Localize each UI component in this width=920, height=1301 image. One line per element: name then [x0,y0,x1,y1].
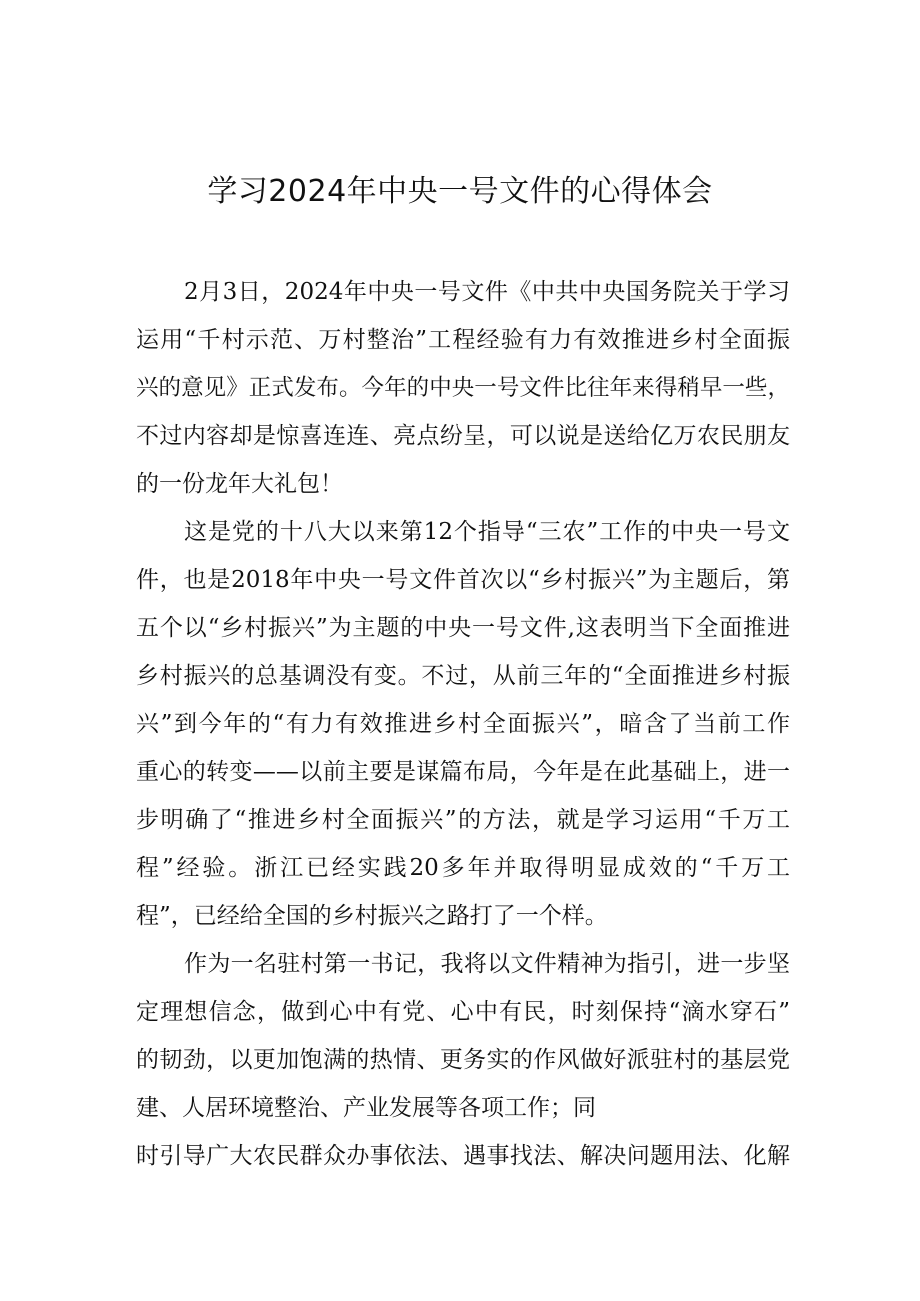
paragraph-line: 时引导广大农民群众办事依法、遇事找法、解决问题用法、化解 [136,1143,790,1169]
paragraph-line: 不过内容却是惊喜连连、亮点纷呈，可以说是送给亿万农民朋友 [136,423,790,449]
paragraph-line: 定理想信念，做到心中有党、心中有民，时刻保持“滴水穿石” [136,999,790,1025]
paragraph-line: 乡村振兴的总基调没有变。不过，从前三年的“全面推进乡村振 [136,663,790,689]
paragraph-line: 兴”到今年的“有力有效推进乡村全面振兴”，暗含了当前工作 [136,711,790,737]
paragraph-line: 重心的转变——以前主要是谋篇布局，今年是在此基础上，进一 [136,759,790,785]
paragraph-line: 的一份龙年大礼包！ [136,471,343,497]
paragraph-line: 程”经验。浙江已经实践20多年并取得明显成效的“千万工 [136,855,790,881]
paragraph-line: 五个以“乡村振兴”为主题的中央一号文件,这表明当下全面推进 [136,615,790,641]
document-title: 学习2024年中央一号文件的心得体会 [207,174,713,209]
paragraph-line: 运用“千村示范、万村整治”工程经验有力有效推进乡村全面振 [136,327,790,353]
paragraph-line: 这是党的十八大以来第12个指导“三农”工作的中央一号文 [184,519,790,545]
paragraph-line: 的韧劲，以更加饱满的热情、更务实的作风做好派驻村的基层党 [136,1047,790,1073]
paragraph-line: 兴的意见》正式发布。今年的中央一号文件比往年来得稍早一些， [136,375,790,401]
paragraph-line: 程”，已经给全国的乡村振兴之路打了一个样。 [136,903,608,929]
paragraph-line: 2月3日，2024年中央一号文件《中共中央国务院关于学习 [184,279,790,305]
paragraph-line: 件，也是2018年中央一号文件首次以“乡村振兴”为主题后，第 [136,567,790,593]
paragraph-line: 步明确了“推进乡村全面振兴”的方法，就是学习运用“千万工 [136,807,790,833]
paragraph-line: 作为一名驻村第一书记，我将以文件精神为指引，进一步坚 [184,951,790,977]
paragraph-line: 建、人居环境整治、产业发展等各项工作；同 [136,1095,596,1121]
